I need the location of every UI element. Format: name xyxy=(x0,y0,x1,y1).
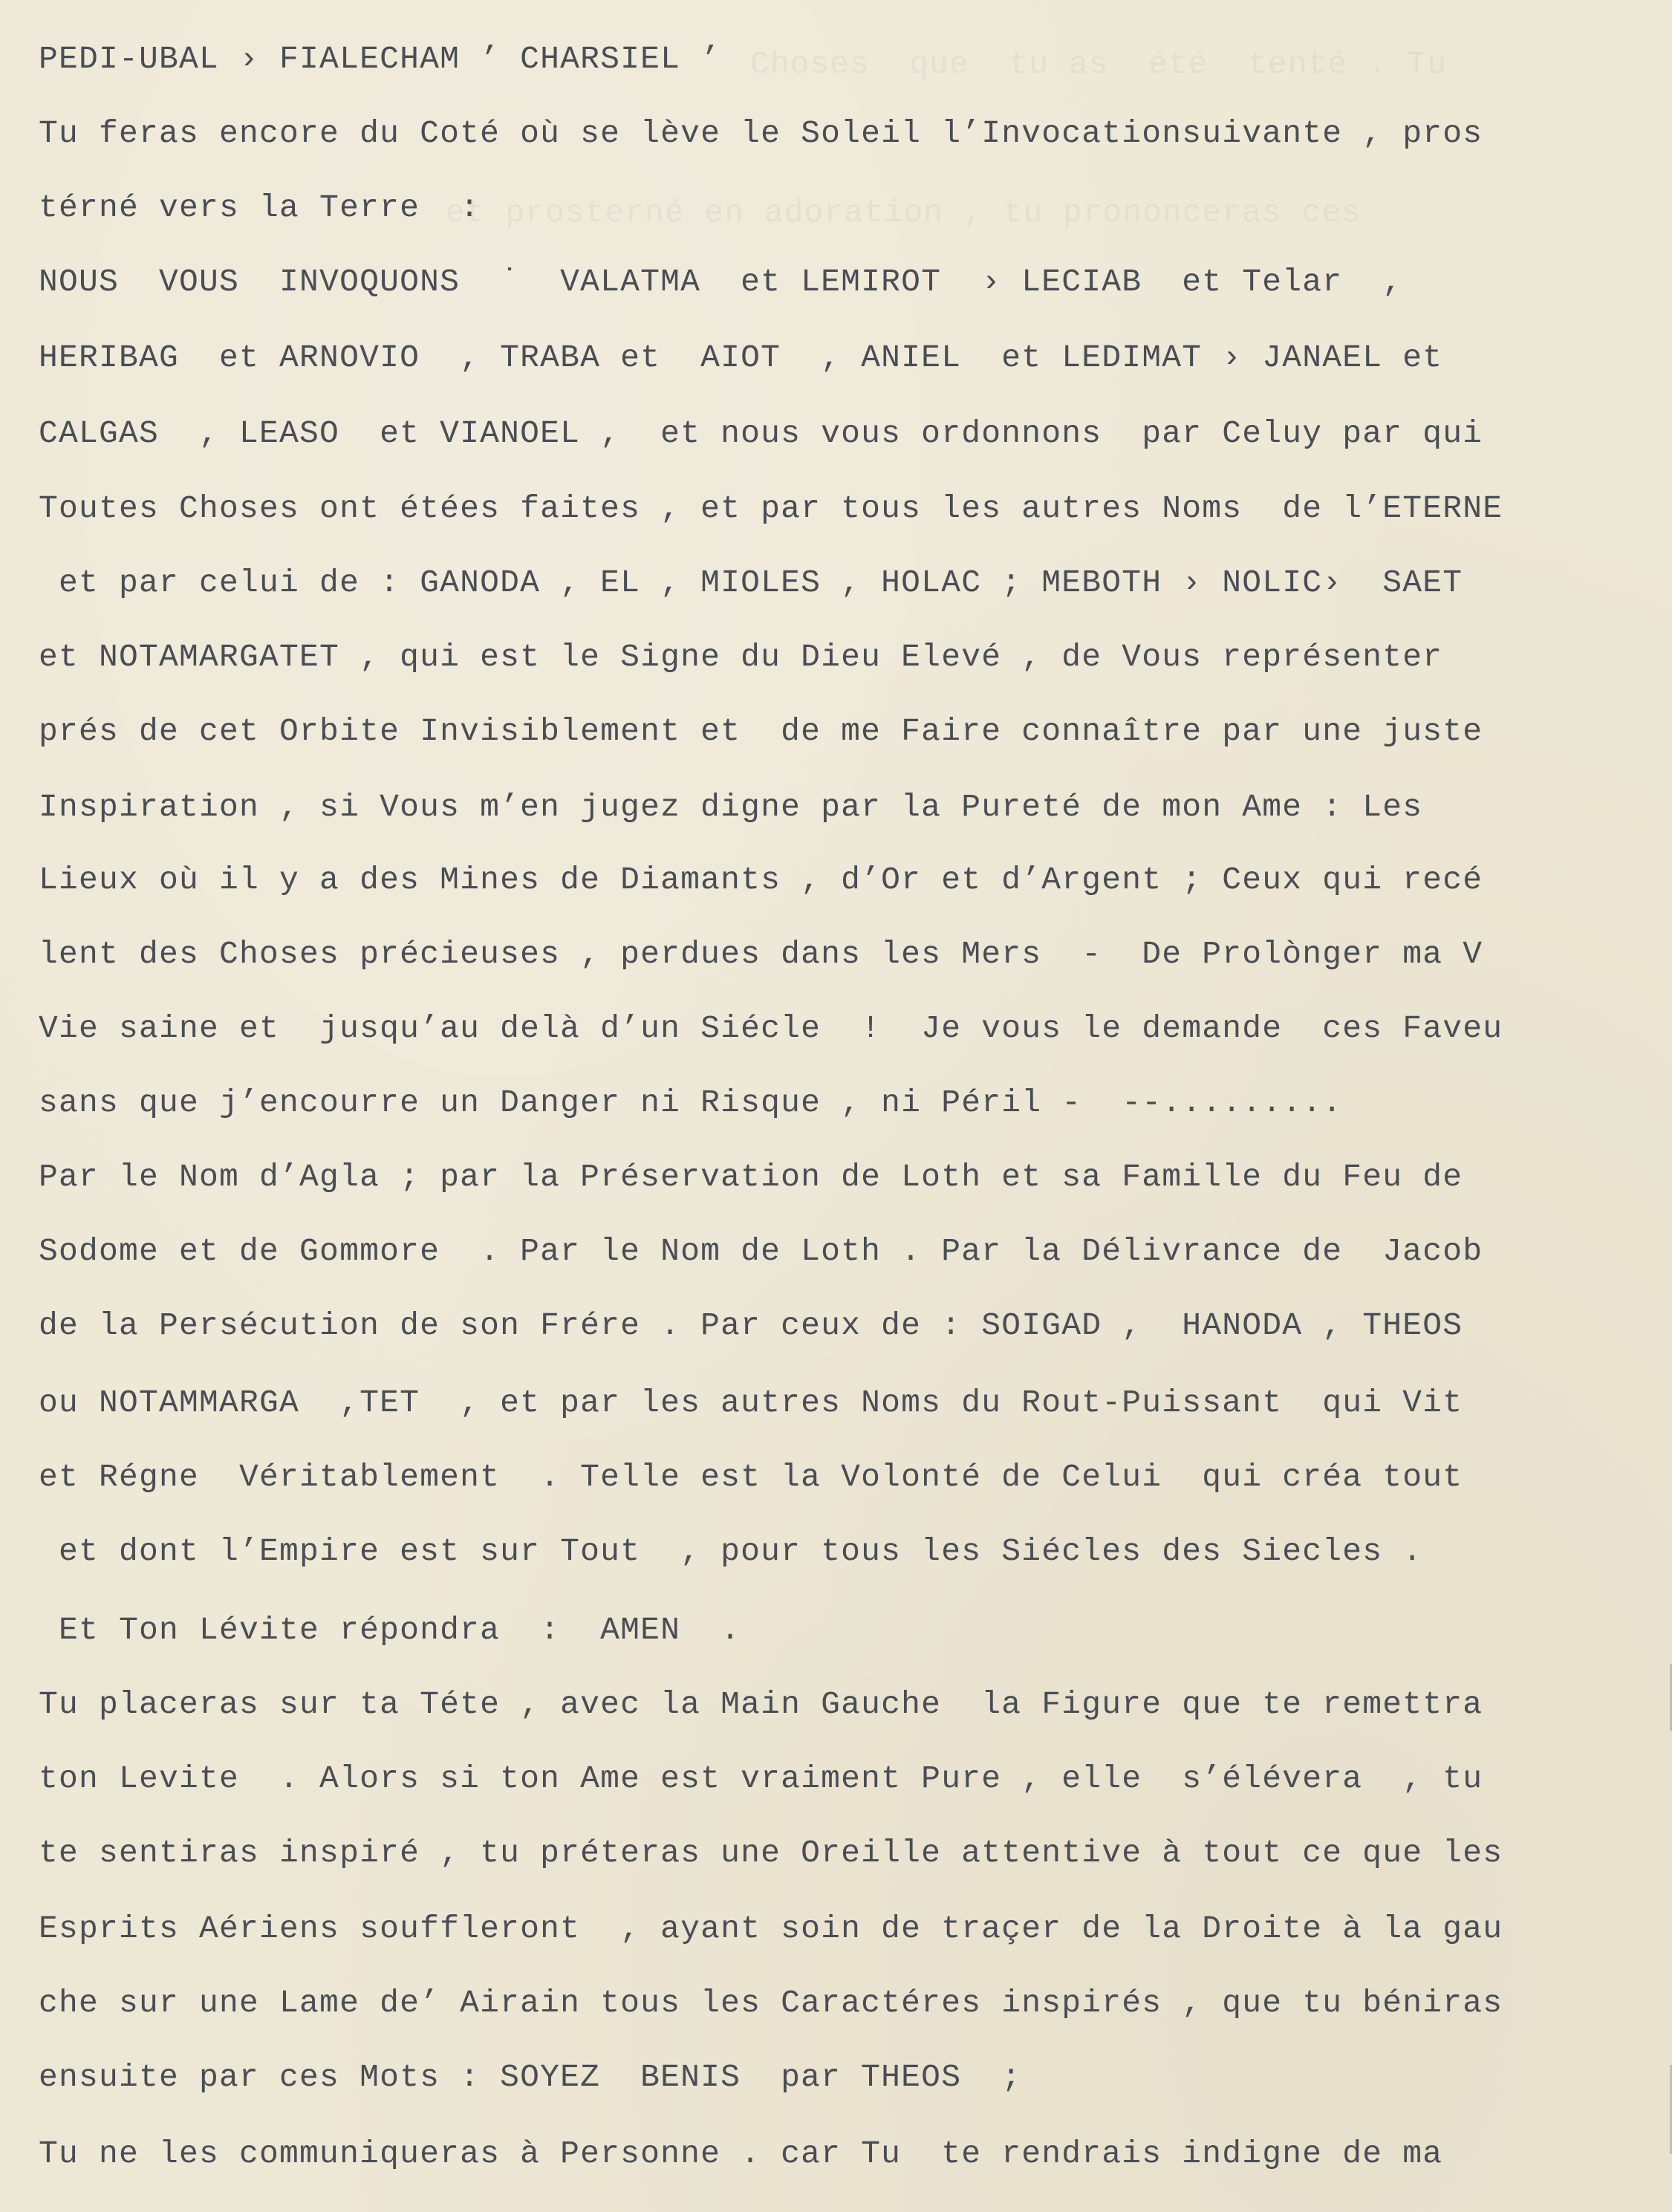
text-line: lent des Choses précieuses , perdues dans les Mers - De Prolònger ma V xyxy=(39,936,1483,972)
bleed-through-text: et prosterné en adoration , tu prononceras ces xyxy=(446,195,1362,231)
text-line: Tu feras encore du Coté où se lève le Soleil l’Invocationsuivante , pros xyxy=(39,115,1483,152)
text-line: térné vers la Terre : xyxy=(39,189,481,226)
bleed-through-text: Choses que tu as été tenté . Tu xyxy=(750,46,1448,82)
text-line: et dont l’Empire est sur Tout , pour tous les Siécles des Siecles . xyxy=(39,1533,1423,1569)
text-line: et Régne Véritablement . Telle est la Volonté de Celui qui créa tout xyxy=(39,1459,1463,1495)
text-line: Vie saine et jusqu’au delà d’un Siécle ! Je vous le demande ces Faveu xyxy=(39,1010,1503,1047)
text-line: sans que j’encourre un Danger ni Risque , ni Péril - --......... xyxy=(39,1084,1343,1121)
text-line: prés de cet Orbite Invisiblement et de me Faire connaître par une juste xyxy=(39,713,1483,749)
text-line: HERIBAG et ARNOVIO , TRABA et AIOT , ANIEL et LEDIMAT › JANAEL et xyxy=(39,339,1443,376)
text-line: Lieux où il y a des Mines de Diamants , d’Or et d’Argent ; Ceux qui recé xyxy=(39,862,1483,898)
text-line: NOUS VOUS INVOQUONS ˙ VALATMA et LEMIROT › LECIAB et Telar , xyxy=(39,264,1403,300)
text-line: CALGAS , LEASO et VIANOEL , et nous vous ordonnons par Celuy par qui xyxy=(39,415,1483,452)
text-line: Et Ton Lévite répondra : AMEN . xyxy=(39,1612,741,1648)
text-line: Par le Nom d’Agla ; par la Préservation de Loth et sa Famille du Feu de xyxy=(39,1159,1463,1195)
text-line: PEDI-UBAL › FIALECHAM ’ CHARSIEL ’ xyxy=(39,41,721,77)
text-line: ensuite par ces Mots : SOYEZ BENIS par THEOS ; xyxy=(39,2059,1022,2095)
text-line: ton Levite . Alors si ton Ame est vraiment Pure , elle s’élévera , tu xyxy=(39,1760,1483,1797)
text-line: et par celui de : GANODA , EL , MIOLES , HOLAC ; MEBOTH › NOLIC› SAET xyxy=(39,565,1463,601)
text-line: che sur une Lame de’ Airain tous les Caractéres inspirés , que tu béniras xyxy=(39,1985,1503,2021)
text-line: Tu placeras sur ta Téte , avec la Main Gauche la Figure que te remettra xyxy=(39,1686,1483,1723)
text-line: Sodome et de Gommore . Par le Nom de Loth . Par la Délivrance de Jacob xyxy=(39,1233,1483,1269)
text-line: te sentiras inspiré , tu préteras une Oreille attentive à tout ce que les xyxy=(39,1835,1503,1871)
text-line: et NOTAMARGATET , qui est le Signe du Dieu Elevé , de Vous représenter xyxy=(39,639,1443,675)
text-line: Inspiration , si Vous m’en jugez digne par la Pureté de mon Ame : Les xyxy=(39,789,1423,825)
text-line: Esprits Aériens souffleront , ayant soin de traçer de la Droite à la gau xyxy=(39,1910,1503,1947)
text-line: Tu ne les communiqueras à Personne . car Tu te rendrais indigne de ma xyxy=(39,2135,1443,2172)
text-line: ou NOTAMMARGA ,TET , et par les autres Noms du Rout-Puissant qui Vit xyxy=(39,1385,1463,1421)
text-line: de la Persécution de son Frére . Par ceux de : SOIGAD , HANODA , THEOS xyxy=(39,1307,1463,1344)
text-line: Toutes Choses ont étées faites , et par tous les autres Noms de l’ETERNE xyxy=(39,490,1503,527)
